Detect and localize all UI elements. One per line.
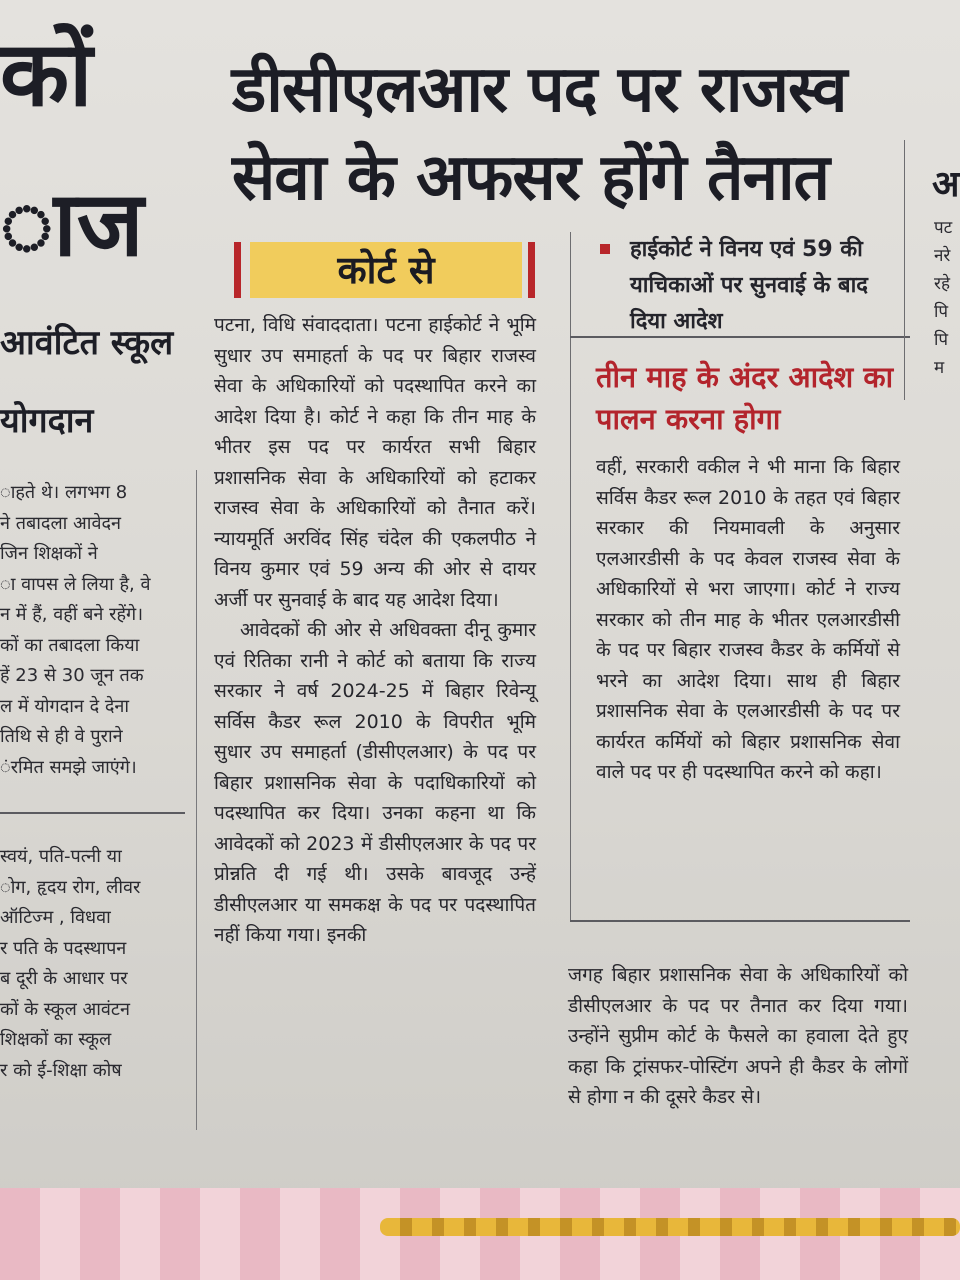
left-body-line: ा वापस ले लिया है, वे	[0, 573, 151, 595]
left-body-line: स्वयं, पति-पत्नी या	[0, 846, 122, 867]
kicker-rule	[570, 336, 910, 338]
left-headline-line-1: कों	[0, 22, 93, 127]
left-body-line: न में हैं, वहीं बने रहेंगे।	[0, 604, 144, 625]
tag-bar-right	[528, 242, 535, 298]
left-body-line: तिथि से ही वे पुराने	[0, 726, 123, 747]
headline-line-2: सेवा के अफसर होंगे तैनात	[232, 141, 830, 215]
box-bottom-rule	[570, 920, 910, 922]
article-paragraph: आवेदकों की ओर से अधिवक्ता दीनू कुमार एवं रितिका रानी ने कोर्ट को बताया कि राज्य सरकार ने वर्ष 2024-25 में बिहार रिवेन्यू सर्विस कैडर रूल 2010 के विपरीत भूमि सुधार उप समाहर्ता (डीसीएलआर) के पद पर बिहार प्रशासनिक सेवा के पदाधिकारियों को पदस्थापित कर दिया। उनका कहना था कि आवेदकों को 2023 में डीसीएलआर के पद पर प्रोन्नति दी गई थी। उसके बावजूद उन्हें डीसीएलआर या समकक्ष के पद पर पदस्थापित नहीं किया गया। इनकी	[214, 619, 536, 946]
left-body-line: ाहते थे। लगभग 8	[0, 482, 128, 503]
left-body-line: ब दूरी के आधार पर	[0, 968, 128, 989]
article-paragraph: पटना, विधि संवाददाता। पटना हाईकोर्ट ने भूमि सुधार उप समाहर्ता के पद पर बिहार राजस्व सेवा के अधिकारियों को पदस्थापित करने का आदेश दिया है। कोर्ट ने कहा कि तीन माह के भीतर इस पद पर कार्यरत सभी बिहार प्रशासनिक सेवा के अधिकारियों को हटाकर राजस्व सेवा के अधिकारियों को तैनात करें। न्यायमूर्ति अरविंद सिंह चंदेल की एकलपीठ ने विनय कुमार एवं 59 अन्य की ओर से दायर अर्जी पर सुनवाई के बाद यह आदेश दिया।	[214, 314, 536, 611]
section-tag: कोर्ट से	[250, 242, 522, 298]
column-divider-far-right	[904, 140, 905, 400]
left-body-line: र पति के पदस्थापन	[0, 937, 127, 959]
left-subheadline-line-1: आवंटित स्कूल	[0, 323, 174, 363]
article-column-1	[214, 310, 536, 951]
left-body-line: कों का तबादला किया	[0, 634, 140, 656]
left-body-line: ोग, हृदय रोग, लीवर	[0, 876, 141, 898]
article-headline	[232, 46, 882, 222]
left-body-line: ऑटिज्म , विधवा	[0, 907, 111, 928]
left-body-line: र को ई-शिक्षा कोष	[0, 1059, 122, 1081]
far-right-line: पि	[934, 330, 949, 350]
far-right-body	[934, 214, 960, 382]
left-column-rule	[0, 812, 185, 814]
left-body-block-2	[0, 842, 185, 1086]
left-body-line: ंरमित समझे जाएंगे।	[0, 756, 137, 778]
left-body-line: ल में योगदान दे देना	[0, 695, 130, 717]
left-body-line: जिन शिक्षकों ने	[0, 543, 98, 564]
left-body-line: हें 23 से 30 जून तक	[0, 665, 144, 686]
far-right-line: म	[934, 358, 945, 378]
article-column-2	[596, 452, 900, 788]
left-body-line: शिक्षकों का स्कूल	[0, 1029, 112, 1050]
kicker-bullet-icon	[600, 244, 610, 254]
fabric-background	[0, 1188, 960, 1280]
far-right-line: पि	[934, 302, 949, 322]
far-right-line: नरे	[934, 246, 951, 266]
far-right-headline: अ	[932, 164, 960, 205]
article-subhead: तीन माह के अंदर आदेश का पालन करना होगा	[596, 360, 894, 436]
left-body-line: ने तबादला आवेदन	[0, 512, 122, 534]
article-paragraph: वहीं, सरकारी वकील ने भी माना कि बिहार सर्विस कैडर रूल 2010 के तहत एवं बिहार सरकार की नियमावली के अनुसार एलआरडीसी के पद केवल राजस्व सेवा के अधिकारियों से भरा जाएगा। कोर्ट ने राज्य सरकार को तीन माह के भीतर एलआरडीसी के पद पर बिहार राजस्व कैडर के कर्मियों से भरने का आदेश दिया। साथ ही बिहार प्रशासनिक सेवा के एलआरडीसी के पद पर कार्यरत कर्मियों को बिहार प्रशासनिक सेवा वाले पद पर ही पदस्थापित करने को कहा।	[596, 456, 900, 783]
left-body-line: कों के स्कूल आवंटन	[0, 998, 130, 1020]
tag-bar-left	[234, 242, 241, 298]
far-right-line: पट	[934, 218, 953, 238]
far-right-line: रहे	[934, 274, 950, 294]
column-divider-left	[196, 470, 197, 1130]
article-paragraph: जगह बिहार प्रशासनिक सेवा के अधिकारियों को डीसीएलआर के पद पर तैनात कर दिया गया। उन्होंने सुप्रीम कोर्ट के फैसले का हवाला देते हुए कहा कि ट्रांसफर-पोस्टिंग अपने ही कैडर के लोगों से होगा न की दूसरे कैडर से।	[568, 964, 908, 1108]
left-headline-line-2: ाज	[0, 172, 144, 277]
article-kicker: हाईकोर्ट ने विनय एवं 59 की याचिकाओं पर सुनवाई के बाद दिया आदेश	[630, 237, 868, 334]
left-body-block-1	[0, 478, 185, 783]
left-subheadline-line-2: योगदान	[0, 401, 94, 441]
article-column-2-continued	[568, 960, 908, 1113]
headline-line-1: डीसीएलआर पद पर राजस्व	[232, 53, 847, 127]
